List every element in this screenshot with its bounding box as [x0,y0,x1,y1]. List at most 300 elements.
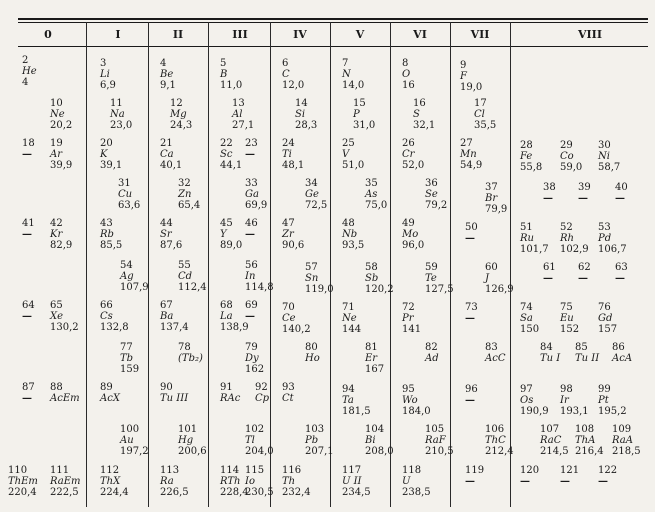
atomic-number: 42 [50,218,63,229]
atomic-number: 83 [485,342,498,353]
element-cell [100,382,120,404]
atomic-weight: 207,1 [305,446,334,457]
atomic-weight: 23,0 [110,120,133,131]
atomic-number: 19 [50,138,63,149]
element-symbol: Ir [560,395,569,406]
atomic-weight: 150 [520,324,540,335]
element-cell [255,382,269,404]
element-symbol: Pb [305,435,319,446]
element-symbol: Ni [598,151,610,162]
atomic-weight: 96,0 [402,240,425,251]
atomic-number: 116 [282,465,302,476]
element-cell [100,138,122,171]
element-cell [540,342,560,364]
atomic-number: 6 [282,58,289,69]
atomic-weight: 130,2 [50,322,79,333]
atomic-weight: 144 [342,324,362,335]
atomic-number: 58 [365,262,378,273]
atomic-number: 84 [540,342,553,353]
atomic-number: 107 [540,424,560,435]
element-cell [282,138,304,171]
atomic-weight: 167 [365,364,385,375]
empty-slot-dash: — [22,393,32,404]
element-symbol: Co [560,151,574,162]
atomic-weight: 216,4 [575,446,604,457]
element-cell [220,218,242,251]
atomic-number: 89 [100,382,113,393]
element-cell [598,384,627,417]
atomic-number: 101 [178,424,198,435]
element-symbol: He [22,66,37,77]
element-cell [282,58,304,91]
atomic-weight: 51,0 [342,160,365,171]
element-symbol: Dy [245,353,259,364]
atomic-weight: 197,2 [120,446,149,457]
element-symbol: Zn [178,189,192,200]
element-cell [245,138,258,160]
element-symbol: Ad [425,353,439,364]
atomic-number: 32 [178,178,191,189]
atomic-number: 110 [8,465,28,476]
empty-slot-dash: — [598,476,608,487]
element-cell [474,98,496,131]
atomic-weight: 102,9 [560,244,589,255]
element-symbol: Ne [342,313,357,324]
atomic-number: 10 [50,98,63,109]
atomic-weight: 65,4 [178,200,201,211]
element-symbol: Eu [560,313,574,324]
element-cell [220,138,242,171]
element-cell [100,300,129,333]
element-cell [118,178,140,211]
atomic-number: 52 [560,222,573,233]
atomic-number: 22 [220,138,233,149]
element-cell [282,302,311,335]
atomic-weight: 101,7 [520,244,549,255]
atomic-number: 34 [305,178,318,189]
top-rule [18,18,648,20]
atomic-number: 109 [612,424,632,435]
atomic-number: 47 [282,218,295,229]
element-symbol: Tu III [160,393,189,404]
empty-slot-dash: — [543,193,553,204]
element-cell [100,218,122,251]
atomic-number: 118 [402,465,422,476]
element-symbol: RaEm [50,476,81,487]
atomic-weight: 126,9 [485,284,514,295]
element-cell [465,222,478,244]
element-cell [22,55,37,88]
element-cell [520,140,542,173]
element-cell [342,138,364,171]
element-symbol: S [413,109,420,120]
element-cell [520,465,539,487]
element-cell [520,222,549,255]
atomic-weight: 222,5 [50,487,79,498]
element-cell [578,182,591,204]
element-cell [560,302,579,335]
element-cell [22,218,35,240]
atomic-weight: 226,5 [160,487,189,498]
element-symbol: RaA [612,435,633,446]
element-symbol: Th [282,476,296,487]
element-symbol: Nb [342,229,358,240]
atomic-weight: 4 [22,77,29,88]
atomic-number: 23 [245,138,258,149]
atomic-weight: 12,0 [282,80,305,91]
element-cell [365,262,394,295]
element-cell [245,300,258,322]
element-symbol: Cp [255,393,270,404]
atomic-number: 100 [120,424,140,435]
element-cell [120,260,149,293]
element-symbol: N [342,69,351,80]
element-symbol: Bi [365,435,376,446]
group-header: III [232,28,248,41]
empty-slot-dash: — [22,229,32,240]
atomic-number: 68 [220,300,233,311]
atomic-number: 63 [615,262,628,273]
element-cell [100,465,129,498]
element-cell [295,98,317,131]
element-symbol: O [402,69,411,80]
atomic-weight: 127,5 [425,284,454,295]
element-symbol: Ce [282,313,296,324]
group-header: 0 [44,28,52,41]
atomic-number: 56 [245,260,258,271]
element-symbol: Be [160,69,174,80]
element-symbol: Al [232,109,243,120]
element-symbol: RaF [425,435,446,446]
atomic-weight: 19,0 [460,82,483,93]
element-cell [485,342,505,364]
empty-slot-dash: — [465,395,475,406]
atomic-weight: 157 [598,324,618,335]
atomic-number: 114 [220,465,240,476]
element-symbol: Sb [365,273,379,284]
element-cell [50,98,72,131]
atomic-weight: 85,5 [100,240,123,251]
atomic-weight: 82,9 [50,240,73,251]
atomic-weight: 32,1 [413,120,436,131]
atomic-weight: 93,5 [342,240,365,251]
element-symbol: In [245,271,256,282]
element-symbol: Au [120,435,134,446]
atomic-weight: 90,6 [282,240,305,251]
element-cell [612,342,632,364]
group-header: I [115,28,121,41]
atomic-weight: 114,8 [245,282,274,293]
element-cell [560,222,589,255]
empty-slot-dash: — [578,273,588,284]
atomic-weight: 230,5 [245,487,274,498]
element-cell [465,302,478,324]
element-cell [178,178,200,211]
atomic-number: 18 [22,138,35,149]
element-cell [22,138,35,160]
element-cell [598,140,620,173]
element-cell [425,178,447,211]
atomic-weight: 31,0 [353,120,376,131]
element-symbol: J [485,273,490,284]
element-cell [160,382,188,404]
atomic-weight: 48,1 [282,160,305,171]
element-cell [342,218,364,251]
atomic-weight: 63,6 [118,200,141,211]
atomic-number: 112 [100,465,120,476]
atomic-number: 51 [520,222,533,233]
atomic-number: 26 [402,138,415,149]
element-symbol: As [365,189,378,200]
element-symbol: Fe [520,151,533,162]
element-cell [22,382,35,404]
atomic-number: 85 [575,342,588,353]
atomic-number: 35 [365,178,378,189]
element-cell [365,178,387,211]
element-cell [245,218,258,240]
group-header: IV [293,28,307,41]
element-cell [460,138,482,171]
element-symbol: Sa [520,313,533,324]
atomic-weight: 79,9 [485,204,508,215]
atomic-weight: 14,0 [342,80,365,91]
atomic-weight: 54,9 [460,160,483,171]
atomic-weight: 181,5 [342,406,371,417]
atomic-number: 33 [245,178,258,189]
atomic-number: 72 [402,302,415,313]
element-symbol: Rh [560,233,574,244]
element-cell [578,262,591,284]
atomic-number: 25 [342,138,355,149]
atomic-number: 28 [520,140,533,151]
atomic-weight: 75,0 [365,200,388,211]
atomic-weight: 218,5 [612,446,641,457]
element-symbol: Ru [520,233,534,244]
atomic-number: 3 [100,58,107,69]
element-cell [282,218,304,251]
element-cell [245,178,267,211]
element-cell [245,465,274,498]
atomic-number: 30 [598,140,611,151]
atomic-number: 111 [50,465,70,476]
element-cell [402,384,431,417]
atomic-weight: 44,1 [220,160,243,171]
element-cell [598,222,627,255]
atomic-number: 7 [342,58,349,69]
element-cell [342,58,364,91]
atomic-number: 31 [118,178,131,189]
element-symbol: Sr [160,229,172,240]
element-cell [305,262,334,295]
element-symbol: Wo [402,395,418,406]
atomic-number: 103 [305,424,325,435]
element-symbol: Zr [282,229,294,240]
element-symbol: Gd [598,313,613,324]
atomic-number: 97 [520,384,533,395]
atomic-number: 27 [460,138,473,149]
atomic-number: 120 [520,465,540,476]
empty-slot-dash: — [465,313,475,324]
element-cell [575,342,599,364]
atomic-number: 20 [100,138,113,149]
element-symbol: Ti [282,149,292,160]
atomic-number: 21 [160,138,173,149]
atomic-weight: 58,7 [598,162,621,173]
element-cell [520,302,539,335]
element-symbol: P [353,109,360,120]
empty-slot-dash: — [578,193,588,204]
element-symbol: Rb [100,229,114,240]
atomic-weight: 52,0 [402,160,425,171]
atomic-number: 78 [178,342,191,353]
element-symbol: La [220,311,233,322]
atomic-number: 94 [342,384,355,395]
atomic-number: 66 [100,300,113,311]
element-cell [50,218,72,251]
atomic-number: 117 [342,465,362,476]
atomic-weight: 35,5 [474,120,497,131]
element-cell [598,465,617,487]
element-symbol: ThA [575,435,596,446]
atomic-weight: 119,0 [305,284,334,295]
atomic-number: 41 [22,218,35,229]
atomic-number: 24 [282,138,295,149]
atomic-weight: 238,5 [402,487,431,498]
atomic-number: 12 [170,98,183,109]
element-cell [305,424,334,457]
element-symbol: Pr [402,313,414,324]
atomic-number: 9 [460,60,467,71]
element-cell [425,262,454,295]
element-cell [100,58,116,91]
element-symbol: Ga [245,189,259,200]
atomic-number: 75 [560,302,573,313]
atomic-weight: 152 [560,324,580,335]
atomic-weight: 220,4 [8,487,37,498]
atomic-number: 95 [402,384,415,395]
element-symbol: Pt [598,395,609,406]
element-symbol: K [100,149,108,160]
element-symbol: ThEm [8,476,38,487]
element-symbol: RTh [220,476,241,487]
atomic-weight: 224,4 [100,487,129,498]
element-symbol: Na [110,109,125,120]
empty-slot-dash: — [245,149,255,160]
atomic-weight: 6,9 [100,80,116,91]
element-cell [402,302,421,335]
atomic-number: 115 [245,465,265,476]
atomic-number: 37 [485,182,498,193]
element-cell [282,465,311,498]
element-cell [365,342,384,375]
atomic-weight: 190,9 [520,406,549,417]
empty-slot-dash: — [22,149,32,160]
atomic-number: 36 [425,178,438,189]
atomic-number: 46 [245,218,258,229]
atomic-number: 81 [365,342,378,353]
element-cell [160,58,176,91]
atomic-number: 60 [485,262,498,273]
atomic-weight: 39,1 [100,160,123,171]
element-symbol: AcEm [50,393,80,404]
element-cell [402,58,415,91]
element-cell [50,138,72,171]
atomic-weight: 87,6 [160,240,183,251]
empty-slot-dash: — [22,311,32,322]
atomic-weight: 208,0 [365,446,394,457]
atomic-number: 71 [342,302,355,313]
element-cell [220,382,240,404]
atomic-number: 50 [465,222,478,233]
element-symbol: Tu II [575,353,600,364]
element-symbol: Si [295,109,306,120]
element-symbol: Ar [50,149,63,160]
element-cell [245,260,274,293]
atomic-number: 54 [120,260,133,271]
atomic-weight: 107,9 [120,282,149,293]
empty-slot-dash: — [560,476,570,487]
element-symbol: Ba [160,311,174,322]
element-cell [560,140,582,173]
atomic-weight: 39,9 [50,160,73,171]
element-symbol: ThC [485,435,506,446]
element-symbol: Tb [120,353,134,364]
element-cell [220,58,242,91]
element-symbol: Cu [118,189,133,200]
atomic-number: 45 [220,218,233,229]
atomic-number: 65 [50,300,63,311]
atomic-number: 43 [100,218,113,229]
element-symbol: ThX [100,476,121,487]
atomic-weight: 138,9 [220,322,249,333]
element-symbol: Sc [220,149,233,160]
atomic-weight: 9,1 [160,80,176,91]
atomic-weight: 59,0 [560,162,583,173]
element-cell [460,60,482,93]
atomic-weight: 28,3 [295,120,318,131]
group-header: VI [413,28,427,41]
atomic-number: 86 [612,342,625,353]
element-cell [120,424,149,457]
element-cell [612,424,641,457]
atomic-number: 76 [598,302,611,313]
element-cell [110,98,132,131]
atomic-weight: 72,5 [305,200,328,211]
atomic-number: 105 [425,424,445,435]
element-symbol: Kr [50,229,63,240]
atomic-number: 29 [560,140,573,151]
atomic-weight: 79,2 [425,200,448,211]
atomic-weight: 234,5 [342,487,371,498]
element-cell [485,424,514,457]
atomic-number: 53 [598,222,611,233]
atomic-weight: 210,5 [425,446,454,457]
atomic-weight: 27,1 [232,120,255,131]
empty-slot-dash: — [465,233,475,244]
element-cell [543,262,556,284]
atomic-number: 92 [255,382,268,393]
atomic-number: 2 [22,55,29,66]
element-cell [485,182,507,215]
atomic-weight: 137,4 [160,322,189,333]
element-symbol: U II [342,476,362,487]
atomic-number: 38 [543,182,556,193]
empty-slot-dash: — [465,476,475,487]
atomic-number: 44 [160,218,173,229]
atomic-number: 82 [425,342,438,353]
atomic-weight: 69,9 [245,200,268,211]
element-symbol: Ho [305,353,320,364]
